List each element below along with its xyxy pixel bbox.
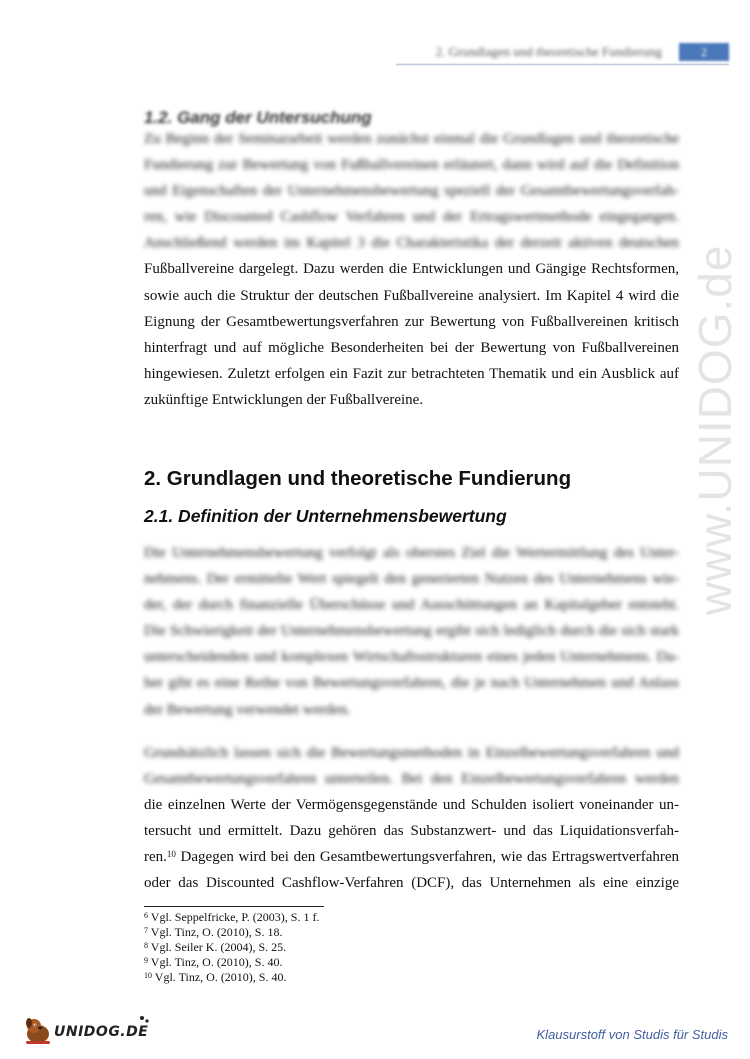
text-line: Fundierung zur Bewertung von Fußballvereinen erläutert, dann wird auf die Definition: [144, 157, 679, 174]
footnote: [144, 940, 319, 955]
text-line: Die Unternehmensbewertung verfolgt als oberstes Ziel die Wertermittlung des Unter-: [144, 545, 679, 561]
text-line: hinterfragt und auf mögliche Besonderheiten bei der Bewertung von Fußballvereinen: [144, 339, 679, 356]
footnote-ref: 10: [166, 849, 176, 860]
text-line: der, der durch finanzielle Überschüsse und Ausschüttungen an Kapitalgeber entsteht.: [144, 597, 679, 614]
text-line: her gibt es eine Reihe von Bewertungsverfahren, die je nach Unternehmen und Anlass: [144, 675, 679, 692]
footnote-text: Vgl. Seiler K. (2004), S. 25.: [150, 940, 287, 954]
text-line: tersucht und ermittelt. Dazu gehören das Substanzwert- und das Liquidationsverfah-: [144, 823, 679, 840]
footnote-number: 7: [144, 926, 148, 935]
footnote-number: 8: [144, 941, 148, 950]
text-line: unterscheidenden und komplexen Wirtschaftsstrukturen eines jeden Unternehmens. Da-: [144, 649, 679, 666]
text-run: Dagegen wird bei den Gesamtbewertungsverfahren, wie das Ertragswertverfahren: [180, 849, 680, 866]
text-line: und Eigenschaften der Unternehmensbewertung speziell der Gesamtbewertungsverfah-: [144, 183, 679, 200]
text-line: Gesamtbewertungsverfahren unterteilen. Bei den Einzelbewertungsverfahren werden: [144, 771, 679, 788]
footnote: [144, 970, 319, 985]
text-line: Anschließend werden im Kapitel 3 die Charakteristika der derzeit aktiven deutschen: [144, 235, 679, 252]
dog-icon: [26, 1018, 50, 1044]
footnote: [144, 955, 319, 970]
footnote-text: Vgl. Tinz, O. (2010), S. 18.: [150, 925, 283, 939]
text-line: ren, wie Discounted Cashflow Verfahren und der Ertragswertmethode eingegangen.: [144, 209, 679, 226]
text-run: ren.: [144, 849, 167, 866]
footnote-text: Vgl. Seppelfricke, P. (2003), S. 1 f.: [150, 910, 320, 924]
text-line: Fußballvereine dargelegt. Dazu werden die Entwicklungen und Gängige Rechtsformen,: [144, 261, 679, 278]
text-line: sowie auch die Struktur der deutschen Fußballvereine analysiert. Im Kapitel 4 wird die: [144, 287, 679, 304]
text-line: der Bewertung verwendet werden.: [144, 701, 351, 718]
footer-tagline: Klausurstoff von Studis für Studis: [536, 1027, 728, 1042]
footnotes: [144, 910, 319, 985]
text-line: hingewiesen. Zuletzt erfolgen ein Fazit zur betrachteten Thematik und ein Ausblick auf: [144, 365, 679, 382]
text-line: [144, 566, 679, 592]
text-line: die einzelnen Werte der Vermögensgegenstände und Schulden isoliert voneinander un-: [144, 797, 679, 814]
page-number: 2: [679, 43, 729, 61]
footnote-rule: [144, 906, 324, 907]
text-line: Grundsätzlich lassen sich die Bewertungsmethoden in Einzelbewertungsverfahren und: [144, 745, 679, 761]
footnote-text: Vgl. Tinz, O. (2010), S. 40.: [154, 970, 287, 984]
text-line: [144, 844, 679, 870]
footnote-number: 10: [144, 971, 152, 980]
footnote: [144, 925, 319, 940]
footnote: [144, 910, 319, 925]
paragraph-bewertungsmethoden: [144, 740, 679, 897]
text-line: oder das Discounted Cashflow-Verfahren (DCF), das Unternehmen als eine einzige: [144, 875, 679, 892]
paragraph-definition-blurred: [144, 540, 679, 723]
text-run: nehmens. Der ermittelte Wert spiegelt den generierten Nutzen des Unternehmens wie-: [144, 571, 679, 588]
footnote-number: 6: [144, 911, 148, 920]
text-line: zukünftige Entwicklungen der Fußballvereine.: [144, 391, 424, 408]
text-line: Die Schwierigkeit der Unternehmensbewertung ergibt sich lediglich durch die sich stark: [144, 623, 679, 640]
header-rule: [396, 64, 729, 65]
paragraph-gang-der-untersuchung: [144, 126, 679, 413]
section-heading-2-1: 2.1. Definition der Unternehmensbewertung: [144, 506, 507, 526]
running-header: 2. Grundlagen und theoretische Fundierung: [435, 44, 662, 59]
text-line: Zu Beginn der Seminararbeit werden zunächst einmal die Grundlagen und theoretische: [144, 131, 679, 147]
text-line: Eignung der Gesamtbewertungsverfahren zur Bewertung von Fußballvereinen kritisch: [144, 313, 679, 330]
watermark: www.UNIDOG.de: [689, 244, 741, 616]
section-heading-1-2: 1.2. Gang der Untersuchung: [144, 108, 372, 127]
logo-text: UNIDOG.DE: [54, 1024, 149, 1040]
footnote-number: 9: [144, 956, 148, 965]
chapter-heading-2: 2. Grundlagen und theoretische Fundierung: [144, 467, 572, 490]
footnote-text: Vgl. Tinz, O. (2010), S. 40.: [150, 955, 283, 969]
